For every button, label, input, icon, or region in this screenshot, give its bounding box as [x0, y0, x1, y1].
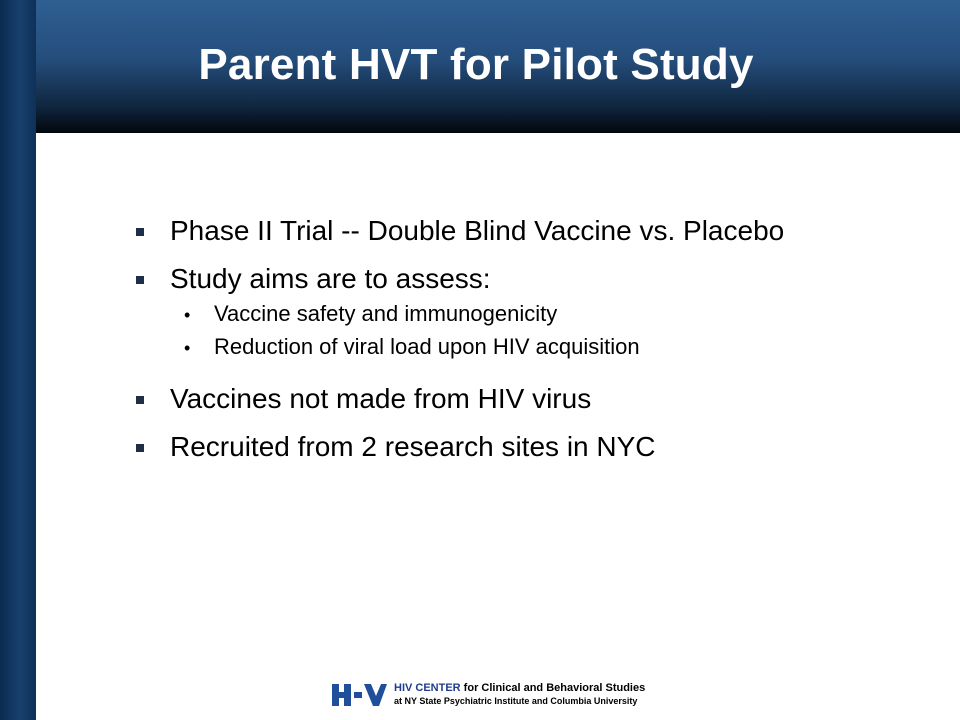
bullet-text: Recruited from 2 research sites in NYC	[170, 431, 656, 462]
sub-bullet-text: Vaccine safety and immunogenicity	[214, 301, 558, 326]
footer-text	[394, 682, 645, 708]
sub-bullet-item	[184, 331, 926, 364]
square-bullet-icon	[136, 396, 144, 404]
sub-bullet-text: Reduction of viral load upon HIV acquisition	[214, 334, 640, 359]
left-accent-bar	[0, 0, 36, 720]
square-bullet-icon	[136, 228, 144, 236]
footer-org-line	[394, 682, 645, 695]
bullet-text: Vaccines not made from HIV virus	[170, 383, 592, 414]
sub-bullet-item	[184, 298, 926, 331]
bullet-item	[136, 212, 926, 250]
footer	[330, 680, 645, 710]
bullet-list	[136, 212, 926, 466]
bullet-text: Phase II Trial -- Double Blind Vaccine vs. Placebo	[170, 215, 785, 246]
sub-bullet-list	[184, 298, 926, 364]
dot-bullet-icon: •	[184, 338, 191, 358]
square-bullet-icon	[136, 444, 144, 452]
footer-affiliation: at NY State Psychiatric Institute and Columbia University	[394, 696, 638, 706]
footer-org-rest: for Clinical and Behavioral Studies	[460, 682, 646, 694]
slide-header	[36, 0, 960, 133]
footer-org-highlight: HIV CENTER	[394, 682, 461, 694]
square-bullet-icon	[136, 276, 144, 284]
slide-title: Parent HVT for Pilot Study	[198, 40, 754, 89]
bullet-item	[136, 380, 926, 418]
hiv-center-logo-icon	[330, 682, 388, 708]
bullet-text: Study aims are to assess:	[170, 263, 491, 294]
dot-bullet-icon: •	[184, 305, 191, 325]
bullet-item	[136, 428, 926, 466]
bullet-item	[136, 260, 926, 298]
